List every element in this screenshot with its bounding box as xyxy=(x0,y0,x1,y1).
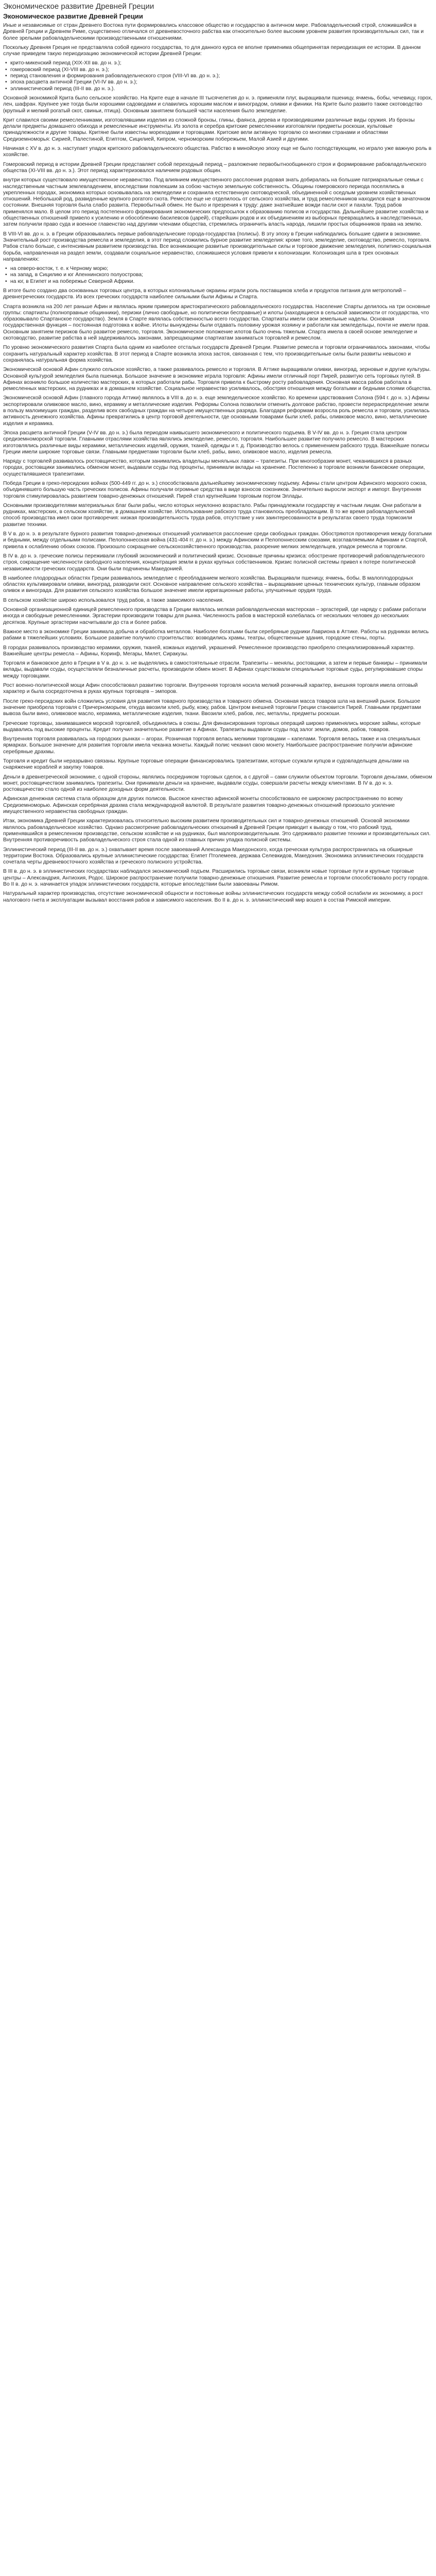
paragraph: внутри которых существовало имущественное неравенство. Под влиянием имущественного расслоения родовая знать добиралась на большие патриархальные семьи с наследственным частным землевладением, впоследствии повлекшим за собою частную земельную собственность. Общины гомеровского периода поселялись в укрепленных городах, экономика которых основывалась на земледелии и сохранила естественную скотоводческой, объединенной с оседлым уровнем хозяйственных отношений. Небольшой род, развиденные крупного рогатого скота. Ремесло еще не отделилось от сельского хозяйства, и труд ремесленников находился еще в зачаточном состоянии. Внешняя торговля была слабо развита. Первобытный обмен. Не было и презрения к труду: даже знатнейшие вожди пасли скот и пахали. Труд рабов применялся мало. В целом это период постепенного формирования экономических предпосылок к образованию полисов и государства. Дальнейшее развитие хозяйства и общественных отношений привело к усилению и обособлению басилевсов (царей), старейшин родов и их объединениям из выборных превращались в наследственных, затем получили право суда и военное главенство над другими членами общества, стремились ограничить власть народа, лишили простых общинников права на землю. xyxy=(3,177,430,228)
paragraph: Экономической основой Афин (главного города Аттики) являлось в VIII в. до н. э. еще земледельческое хозяйство. Ко времени царствования Солона (594 г. до н. э.) Афины экспортировали оливковое масло, вино, керамику и металлические изделия. Реформы Солона позволили отменить долговое рабство, провести перераспределение земли в пользу малоимущих граждан, разделив всех свободных граждан на четыре имущественных разряда. Благодаря реформам возросла роль ремесла и торговли, усилилась активность денежного хозяйства. Афины превратились в центр торговой деятельности, где основными товарами были хлеб, рабы, оливковое масло, вино, металлические изделия и керамика. xyxy=(3,395,430,427)
list-item: • на северо-восток, т. е. к Черному морю; xyxy=(10,266,433,272)
paragraph: Основными производителями материальных благ были рабы, число которых неуклонно возрастало. Рабы принадлежали государству и частным лицам. Они работали в рудниках, мастерских, в сельском хозяйстве, в домашнем хозяйстве. Использование рабского труда становилось преобладающим. В то же время рабовладельческий способ производства имел свои противоречия: низкая производительность труда рабов, отсутствие у них заинтересованности в результатах своего труда тормозили развитие техники. xyxy=(3,502,422,528)
paragraph: В итоге было создано два основанных торговых центра, в которых колониальные окраины играли роль поставщиков хлеба и продуктов питания для метрополий – древнегреческих государств. Из всех греческих государств наиболее сильными были Афины и Спарта. xyxy=(3,287,407,300)
paragraph: В VIII-VI вв. до н. э. в Греции образовывались первые рабовладельческие города-государства (полисы). В эту эпоху в Греции наблюдались большие сдвиги в экономике. Значительный рост производства ремесла и земледелия, в этот период сложились бурное развитие земледелия: кроме того, земледелие, скотоводство, ремесло, торговля. Рабов стало больше, с интенсивным развитием производства. Все возникающие развитые производительные силы и торговое движение земледелия, политико-социальная борьба, направленная на раздел земли, создавали социальное неравенство, сложившиеся условия привели к колонизации. Колонизация шла в трех основных направлениях: xyxy=(3,231,431,262)
paragraph: Внутренняя торговля развивалась на городских рынках – агорах. Розничная торговля велась мелкими торговцами – капелами. Торговля велась также и на специальных ярмарках. Большое значение для развития торговли имела чеканка монеты. Каждый полис чеканил свою монету. Наибольшее распространение получили афинские серебряные драхмы. xyxy=(3,736,421,755)
paragraph: Победа Греции в греко-персидских войнах (500-449 гг. до н. э.) способствовала дальнейшему экономическому подъему. Афины стали центром Афинского морского союза, объединявшего большую часть греческих полисов. Афины получали огромные средства в виде взносов союзников. Значительно выросли экспорт и импорт. Внутренняя торговля стимулировалась развитием товарно-денежных отношений. Пирей стал крупнейшим торговым портом Эллады. xyxy=(3,481,427,499)
list-item: • эллинистический период (III-II вв. до н. э.). xyxy=(10,86,433,92)
paragraph: Рост военно-политической мощи Афин способствовал развитию торговли. Внутренняя торговля носила мелкий розничный характер, внешняя торговля имела оптовый характер и была сосредоточена в руках крупных торговцев – эмпоров. xyxy=(3,683,418,695)
paragraph: Торговля и банковское дело в Греции в V в. до н. э. не выделялись в самостоятельные отрасли. Трапезиты – менялы, ростовщики, а затем и первые банкиры – принимали вклады, выдавали ссуды, осуществляли безналичные расчеты, производили обмен монет. В Афинах существовали специальные торговые суды, регулировавшие споры между торговцами. xyxy=(3,660,427,679)
paragraph: Экономической основой Афин служило сельское хозяйство, а также развивалось ремесло и торговля. В Аттике выращивали оливки, виноград, зерновые и другие культуры. Основной культурой земледелия была пшеница. Большое значение в экономике играла торговля: Афины имели отличный порт Пирей, развитую сеть торговых путей. В Афинах возникло большое количество мастерских, в которых работали рабы. Торговля привела к быстрому росту рабовладения. Основная масса рабов работала в ремесленных мастерских, на рудниках и в домашнем хозяйстве. Социальное неравенство усиливалось, обостряя отношения между богатыми и бедными слоями общества. xyxy=(3,367,432,392)
list-item: • гомеровский период (XI-VIII вв. до н. э.); xyxy=(10,67,433,73)
paragraph: Основной экономикой Крита было сельское хозяйство. На Крите еще в начале III тысячелетия до н. э. применяли плуг, выращивали пшеницу, ячмень, бобы, чечевицу, горох, лен, шафран. Крупнее уже тогда были хорошими садоводами и славились хорошим маслом и виноградом, оливки и финики. На Крите было развито также скотоводство (крупный и мелкий рогатый скот, свиньи, птица). Основным занятием большей части населения было земледелие. xyxy=(3,95,433,114)
bullet-list xyxy=(3,60,433,92)
list-item: • на запад, в Сицилию и юг Апеннинского полуострова; xyxy=(10,272,433,278)
paragraph: После греко-персидских войн сложились условия для развития товарного производства и товарного обмена. Основная масса товаров шла на внешний рынок. Большое значение приобрела торговля с Причерноморьем, откуда ввозили хлеб, рыбу, кожу, рабов. Центром внешней торговли Греции становится Пирей. Главными предметами вывоза были вино, оливковое масло, керамика, металлические изделия, ткани. Ввозили хлеб, рабов, лес, металлы, предметы роскоши. xyxy=(3,698,422,717)
page-title: Экономическое развитие Древней Греции xyxy=(3,2,154,11)
paragraph: Важное место в экономике Греции занимала добыча и обработка металлов. Наиболее богатыми были серебряные рудники Лавриона в Аттике. Работы на рудниках велись рабами в тяжелейших условиях. Большое развитие получило строительство: возводились храмы, театры, общественные здания, городские стены, порты. xyxy=(3,629,429,641)
paragraph: Поскольку Древняя Греция не представляла собой единого государства, то для данного курса ее вполне применима общепринятая периодизация ее истории. В данном случае приведем такую периодизацию экономической истории Древней Греции: xyxy=(3,44,421,57)
paragraph: Эллинистический период (III-II вв. до н. э.) охватывает время после завоеваний Александра Македонского, когда греческая культура распространилась на обширные территории Востока. Образовались крупные эллинистические государства: Египет Птолемеев, держава Селевкидов, Македония. Экономика эллинистических государств сочетала черты древневосточного хозяйства и греческого полисного устройства. xyxy=(3,846,424,866)
section-heading: Экономическое развитие Древней Греции xyxy=(3,12,143,20)
article-body xyxy=(3,23,433,904)
paragraph: Итак, экономика Древней Греции характеризовалась относительно высоким развитием производительных сил и товарно-денежных отношений. Основой экономики являлось рабовладельческое хозяйство. Однако рассмотрение рабовладельческих отношений в Древней Греции приводит к выводу о том, что рабский труд, применявшийся в ремесленном производстве, сельском хозяйстве и на рудниках, был малопроизводительным. Это сдерживало развитие техники и производительных сил. Внутренняя противоречивость рабовладельческого строя стала одной из главных причин упадка полисной системы. xyxy=(3,818,431,843)
list-item: • крито-микенский период (XIX-XII вв. до н. э.); xyxy=(10,60,433,66)
paragraph: Эпоха расцвета античной Греции (V-IV вв. до н. э.) была периодом наивысшего экономического и политического подъема. В V-IV вв. до н. э. Греция стала центром средиземноморской торговли. Главными отраслями хозяйства являлись земледелие, ремесло, торговля. Наибольшее развитие получило ремесло. В мастерских изготовлялись различные виды керамики, металлических изделий, оружия, тканей, одежды и т. д. Производство велось с применением рабского труда. Важнейшие полисы Греции имели широкие торговые связи. Главными предметами торговли были хлеб, рабы, вино, оливковое масло, изделия ремесла. xyxy=(3,430,429,455)
paragraph: В IV в. до н. э. греческие полисы переживали глубокий экономический и политический кризис. Основные причины кризиса: обострение противоречий рабовладельческого строя, сокращение численности свободного населения, концентрация земли в руках крупных собственников. Кризис полисной системы привел к потере политической независимости греческих государств. Они были подчинены Македонией. xyxy=(3,553,425,572)
paragraph: В III в. до н. э. в эллинистических государствах наблюдался экономический подъем. Расширились торговые связи, возникли новые торговые пути и крупные торговые центры – Александрия, Антиохия, Родос. Широкое распространение получили товарно-денежные отношения. Развитие ремесла и торговли способствовало росту городов. Во II в. до н. э. начинается упадок эллинистических государств, которые впоследствии были завоеваны Римом. xyxy=(3,869,429,888)
bullet-list xyxy=(3,266,433,285)
paragraph: Основной организационной единицей ремесленного производства в Греции являлась мелкая рабовладельческая мастерская – эргастерий, где наряду с рабами работали иногда и свободные ремесленники. Эргастерии производили товары для рынка. Численность рабов в мастерской колебалась от нескольких человек до нескольких десятков. Крупные эргастерии насчитывали до ста и более рабов. xyxy=(3,607,426,625)
paragraph: По уровню экономического развития Спарта была одним из наиболее отсталых государств Древней Греции. Развитие ремесла и торговли ограничивалось законами, чтобы сохранить натуральный характер хозяйства. В этот период в Спарте возникла эпоха застоя, связанная с тем, что производительные силы были развиты невысоко и сохранялась натуральная форма хозяйства. xyxy=(3,345,430,363)
paragraph: В наиболее плодородных областях Греции развивалось земледелие с преобладанием мелкого хозяйства. Выращивали пшеницу, ячмень, бобы. В малоплодородных областях культивировали оливки, виноград, разводили скот. Основное направление сельского хозяйства – выращивание ценных технических культур, главным образом оливок и винограда. Для развития сельского хозяйства большое значение имели ирригационные работы, улучшенные орудия труда. xyxy=(3,575,421,594)
paragraph: Натуральный характер производства, отсутствие экономической общности и постоянные войны эллинистических государств между собой ослабили их экономику, а рост налогового гнета и эксплуатации вызывал восстания рабов и зависимого населения. Во II в. до н. э. эллинистический мир вошел в состав Римской империи. xyxy=(3,891,423,903)
paragraph: Крит славился своими ремесленниками, изготовлявшими изделия из сложной бронзы, глины, фаянса, дерева и производившими различные виды оружия. Из бронзы делали предметы домашнего обихода и ремесленные инструменты. Из золота и серебра критские ремесленники изготовляли предметы роскоши, культовые принадлежности и другие товары. Критяне были известны мореходами и торговцами. Критские вели активную торговлю со многими странами и областями Средиземноморья: Сирией, Палестиной, Египтом, Сицилией, Кипром, черноморским побережьем, Малой Азией и другими. xyxy=(3,117,415,142)
paragraph: Афинская денежная система стала образцом для других полисов. Высокое качество афинской монеты способствовало ее широкому распространению по всему Средиземноморью. Афинская серебряная драхма стала международной валютой. В результате развития товарно-денежных отношений произошло усиление имущественного неравенства свободных граждан. xyxy=(3,796,403,815)
paragraph: Гомеровский период в истории Древней Греции представляет собой переходный период – разложение первобытнообщинного строя и формирование рабовладельческого общества (XI-VIII вв. до н. э.). Этот период характеризовался наличием родовых общин. xyxy=(3,161,427,174)
document xyxy=(0,0,436,910)
list-item: • на юг, в Египет и на побережье Северной Африки. xyxy=(10,279,433,285)
paragraph: Спарта возникла на 200 лет раньше Афин и являлась ярким примером аристократического рабовладельческого государства. Население Спарты делилось на три основные группы: спартиаты (полноправные общинники), периэки (лично свободные, но политически бесправные) и илоты (находящиеся в сельской зависимости от государства, что образовывало Спартанское государство). Земля в Спарте являлась собственностью всего государства. Спартиаты имели свои земельные наделы. Основная государственная функция – постоянная подготовка к войне. Илоты вынуждены были отдавать половину урожая хозяину и работали как земледельцы, почти не имели прав. Основным занятием периэков было развитое ремесло, торговля. Экономическое положение илотов было очень тяжелым. Спарта имела в своей основе земледелие и скотоводство, развитие рабства в ней задерживалось законами, запрещающими спартиатам заниматься торговлей и ремеслом. xyxy=(3,303,430,342)
list-item: • эпоха расцвета античной Греции (VI-IV вв. до н. э.); xyxy=(10,79,433,86)
list-item: • период становления и формирования рабовладельческого строя (VIII-VI вв. до н. э.); xyxy=(10,73,433,79)
paragraph: Начиная с XV в. до н. э. наступает упадок критского рабовладельческого общества. Рабство в минойскую эпоху еще не было господствующим, но играло уже важную роль в хозяйстве. xyxy=(3,146,432,158)
paragraph: Наряду с торговлей развивалось ростовщичество, которым занимались владельцы меняльных лавок – трапезиты. При многообразии монет, чеканившихся в разных городах, ростовщики занимались обменом монет, выдавали ссуды под проценты, принимали вклады на хранение. Постепенно в торговле возникли банковские операции, осуществлявшиеся трапезитами. xyxy=(3,459,425,477)
paragraph: Иные и независимые от стран Древнего Востока пути формировались классовое общество и государство в античном мире. Рабовладельческий строй, сложившийся в Древней Греции и Древнем Риме, существенно отличался от древневосточного рабства как относительно более высоким уровнем развития производительных сил, так и более зрелыми рабовладельческими производственными отношениями. xyxy=(3,23,424,41)
paragraph: В сельском хозяйстве широко использовался труд рабов, а также зависимого населения. xyxy=(3,597,224,603)
paragraph: Торговля и кредит были неразрывно связаны. Крупные торговые операции финансировались трапезитами, которые ссужали купцов и судовладельцев деньгами на снаряжение кораблей и закупку товаров. xyxy=(3,758,409,771)
paragraph: В V в. до н. э. в результате бурного развития товарно-денежных отношений усиливается расслоение среди свободных граждан. Обостряются противоречия между богатыми и бедными, между отдельными полисами. Пелопоннесская война (431-404 гг. до н. э.) между Афинским и Пелопоннесским союзами, возглавляемыми Афинами и Спартой, привела к ослаблению обоих союзов. Произошло сокращение сельскохозяйственного производства, разорение мелких земледельцев, упадок ремесла и торговли. xyxy=(3,531,432,550)
paragraph: В городах развивалось производство керамики, оружия, тканей, кожаных изделий, украшений. Ремесленное производство приобрело специализированный характер. Важнейшие центры ремесла – Афины, Коринф, Мегары, Милет, Сиракузы. xyxy=(3,645,415,657)
paragraph: Греческие торговцы, занимавшиеся морской торговлей, объединялись в союзы. Для финансирования торговых операций широко применялись морские займы, которые выдавались под высокие проценты. Кредит получил значительное развитие в Афинах. Трапезиты выдавали ссуды под залог земли, домов, рабов, товаров. xyxy=(3,720,421,733)
paragraph: Деньги в древнегреческой экономике, с одной стороны, являлись посредником торговых сделок, а с другой – сами служили объектом торговли. Торговля деньгами, обменом монет, ростовщичеством занимались трапезиты. Они принимали деньги на хранение, выдавали ссуды, совершали расчеты между клиентами. В IV в. до н. э. ростовщичество стало одной из наиболее доходных форм деятельности. xyxy=(3,774,432,793)
